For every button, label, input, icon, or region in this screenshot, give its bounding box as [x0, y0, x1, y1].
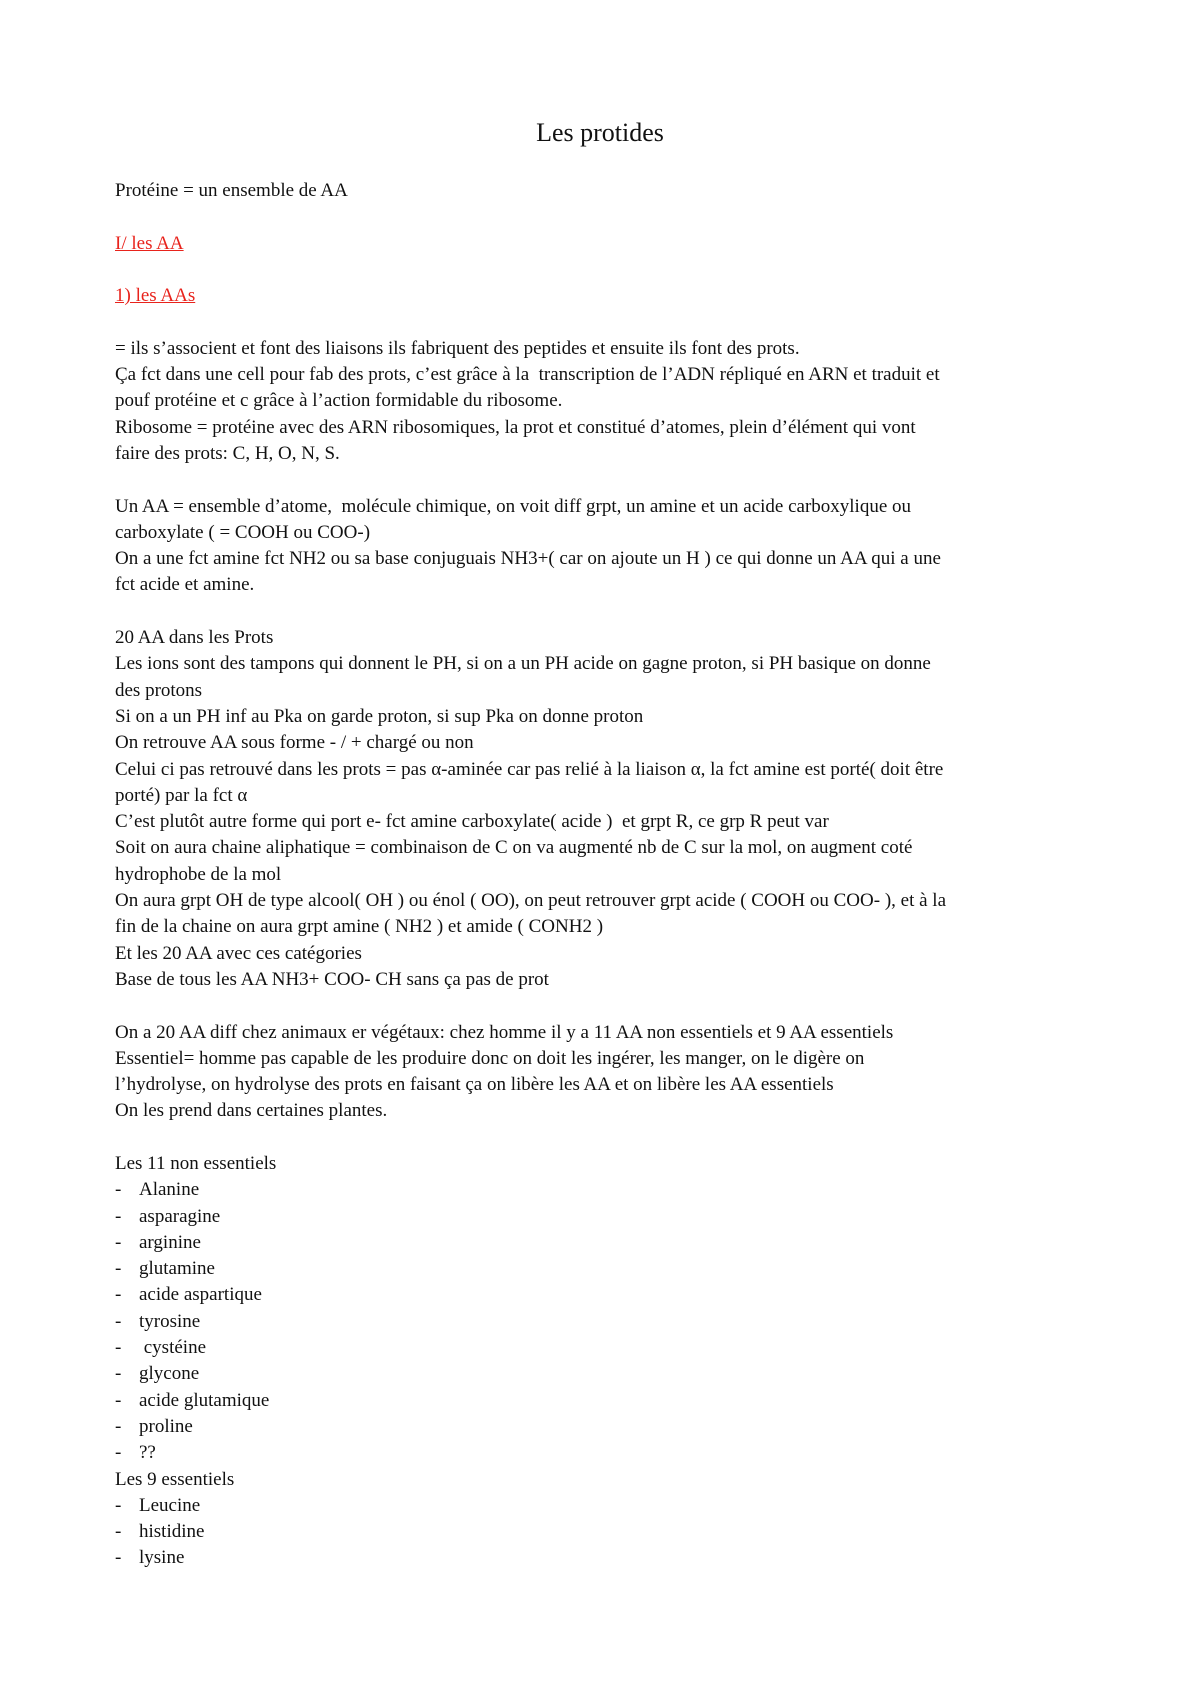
essential-list — [115, 1493, 1095, 1572]
nonessential-list — [115, 1177, 1095, 1466]
list-item — [115, 1309, 1095, 1335]
list-item — [115, 1282, 1095, 1308]
spacer — [115, 993, 1095, 1019]
document-body — [115, 178, 1095, 1572]
essential-heading: Les 9 essentiels — [115, 1468, 235, 1490]
text-line: hydrophobe de la mol — [115, 863, 282, 885]
list-dash: - — [115, 1179, 122, 1201]
list-item — [115, 1440, 1095, 1466]
list-item — [115, 1519, 1095, 1545]
text-line: On a une fct amine fct NH2 ou sa base conjuguais NH3+( car on ajoute un H ) ce qui donne un AA qui a une — [115, 548, 941, 570]
intro-line: Protéine = un ensemble de AA — [115, 180, 348, 201]
text-line: fct acide et amine. — [115, 574, 255, 596]
text-line: des protons — [115, 679, 203, 701]
text-line: Et les 20 AA avec ces catégories — [115, 942, 362, 964]
spacer — [115, 204, 1095, 230]
list-item-text: acide glutamique — [139, 1389, 270, 1411]
text-line: Base de tous les AA NH3+ COO- CH sans ça pas de prot — [115, 968, 549, 990]
nonessential-heading: Les 11 non essentiels — [115, 1152, 277, 1174]
text-line: fin de la chaine on aura grpt amine ( NH2 ) et amide ( CONH2 ) — [115, 916, 604, 938]
paragraph-2 — [115, 494, 1095, 599]
text-line: Soit on aura chaine aliphatique = combinaison de C on va augmenté nb de C sur la mol, on augment coté — [115, 837, 913, 859]
list-item-text: cystéine — [139, 1337, 207, 1359]
list-item — [115, 1335, 1095, 1361]
list-item — [115, 1493, 1095, 1519]
list-item — [115, 1545, 1095, 1571]
list-item-text: Alanine — [139, 1179, 200, 1201]
list-dash: - — [115, 1363, 122, 1385]
text-line: On aura grpt OH de type alcool( OH ) ou énol ( OO), on peut retrouver grpt acide ( COOH ou COO- ), et à la — [115, 890, 946, 912]
list-item-text: asparagine — [139, 1205, 221, 1227]
spacer — [115, 309, 1095, 335]
list-item — [115, 1256, 1095, 1282]
list-item-text: ?? — [139, 1442, 156, 1464]
paragraph-1 — [115, 336, 1095, 467]
list-dash: - — [115, 1415, 122, 1437]
list-dash: - — [115, 1258, 122, 1280]
list-dash: - — [115, 1547, 122, 1569]
list-item — [115, 1361, 1095, 1387]
text-line: carboxylate ( = COOH ou COO-) — [115, 521, 371, 543]
list-dash: - — [115, 1231, 122, 1253]
list-item-text: Leucine — [139, 1494, 201, 1516]
text-line: faire des prots: C, H, O, N, S. — [115, 442, 340, 464]
text-line: Ça fct dans une cell pour fab des prots, c’est grâce à la transcription de l’ADN répliqué en ARN et traduit et — [115, 364, 940, 386]
list-dash: - — [115, 1310, 122, 1332]
text-line: pouf protéine et c grâce à l’action formidable du ribosome. — [115, 390, 563, 412]
text-line: Ribosome = protéine avec des ARN ribosomiques, la prot et constitué d’atomes, plein d’élément qui vont — [115, 416, 916, 438]
list-item-text: glycone — [139, 1363, 200, 1385]
list-item — [115, 1177, 1095, 1203]
text-line: porté) par la fct α — [115, 784, 248, 806]
list-dash: - — [115, 1389, 122, 1411]
text-line: Si on a un PH inf au Pka on garde proton, si sup Pka on donne proton — [115, 705, 644, 727]
paragraph-4 — [115, 1020, 1095, 1125]
list-dash: - — [115, 1521, 122, 1543]
list-item — [115, 1388, 1095, 1414]
list-dash: - — [115, 1284, 122, 1306]
spacer — [115, 1125, 1095, 1151]
text-line: Celui ci pas retrouvé dans les prots = pas α-aminée car pas relié à la liaison α, la fct amine est porté( doit être — [115, 758, 944, 780]
text-line: Un AA = ensemble d’atome, molécule chimique, on voit diff grpt, un amine et un acide carboxylique ou — [115, 495, 912, 517]
list-item-text: arginine — [139, 1231, 201, 1253]
list-item-text: lysine — [139, 1547, 185, 1569]
spacer — [115, 467, 1095, 493]
spacer — [115, 257, 1095, 283]
subsection-heading: 1) les AAs — [115, 285, 196, 307]
text-line: Essentiel= homme pas capable de les produire donc on doit les ingérer, les manger, on le digère on — [115, 1047, 865, 1069]
text-line: On les prend dans certaines plantes. — [115, 1100, 388, 1122]
text-line: Les ions sont des tampons qui donnent le PH, si on a un PH acide on gagne proton, si PH basique on donne — [115, 653, 931, 675]
text-line: On retrouve AA sous forme - / + chargé ou non — [115, 732, 474, 754]
list-dash: - — [115, 1442, 122, 1464]
list-item — [115, 1230, 1095, 1256]
page-title: Les protides — [536, 118, 664, 147]
paragraph-3 — [115, 625, 1095, 993]
text-line: = ils s’associent et font des liaisons ils fabriquent des peptides et ensuite ils font des prots. — [115, 337, 800, 359]
list-dash: - — [115, 1337, 122, 1359]
list-item-text: acide aspartique — [139, 1284, 262, 1306]
list-item-text: proline — [139, 1415, 193, 1437]
section-heading: I/ les AA — [115, 232, 184, 254]
list-item-text: tyrosine — [139, 1310, 201, 1332]
list-item — [115, 1414, 1095, 1440]
text-line: C’est plutôt autre forme qui port e- fct amine carboxylate( acide ) et grpt R, ce grp R peut var — [115, 811, 829, 833]
spacer — [115, 599, 1095, 625]
list-dash: - — [115, 1205, 122, 1227]
list-item — [115, 1204, 1095, 1230]
text-line: 20 AA dans les Prots — [115, 627, 274, 649]
list-item-text: histidine — [139, 1521, 205, 1543]
list-item-text: glutamine — [139, 1258, 215, 1280]
text-line: l’hydrolyse, on hydrolyse des prots en faisant ça on libère les AA et on libère les AA essentiels — [115, 1074, 834, 1096]
text-line: On a 20 AA diff chez animaux er végétaux: chez homme il y a 11 AA non essentiels et 9 AA essentiels — [115, 1021, 894, 1043]
list-dash: - — [115, 1494, 122, 1516]
